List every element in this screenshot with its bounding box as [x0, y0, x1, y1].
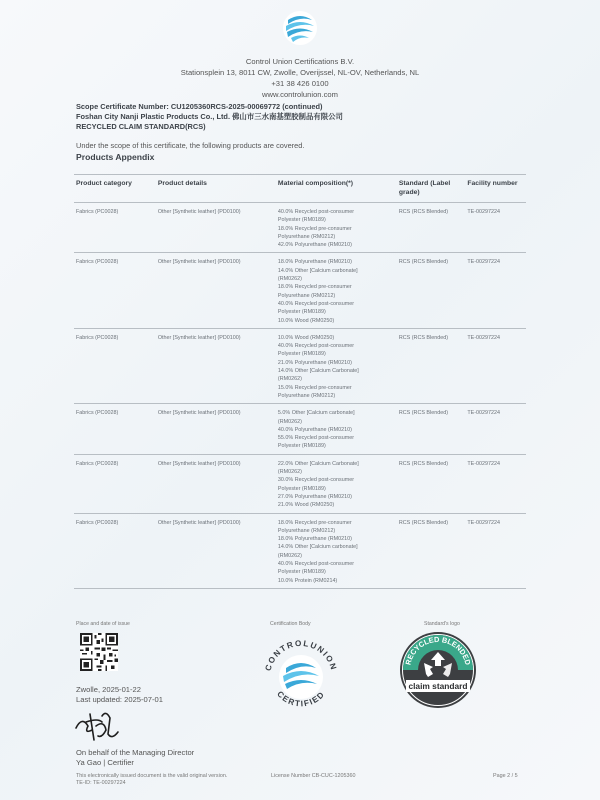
cell-facility: TE-00297224	[465, 328, 526, 403]
cell-facility: TE-00297224	[465, 203, 526, 253]
material-line: 15.0% Recycled pre-consumer	[277, 384, 352, 391]
cell-category: Fabrics (PC0028)	[74, 203, 156, 253]
material-line: 40.0% Recycled post-consumer	[277, 209, 355, 215]
cell-standard: RCS (RCS Blended)	[397, 203, 465, 253]
cell-details: Other [Synthetic leather] (PD0100)	[156, 203, 276, 253]
material-line: 14.0% Other [Calcium Carbonate]	[277, 368, 359, 375]
cell-category: Fabrics (PC0028)	[74, 328, 156, 403]
cell-materials	[276, 328, 397, 403]
tr-id: TE-ID: TE-00297224	[76, 780, 126, 786]
material-line: Polyester (RM0189)	[277, 569, 326, 576]
material-line: Polyester (RM0189)	[277, 309, 326, 316]
footer-note	[76, 773, 227, 787]
issue-place-date: Zwolle, 2025-01-22	[76, 685, 142, 694]
col-facility-number: Facility number	[465, 175, 526, 203]
cert-body-label: Certification Body	[270, 621, 311, 627]
material-line: Polyester (RM0189)	[277, 485, 326, 492]
material-line: Polyester (RM0189)	[277, 217, 326, 224]
license-number: License Number CB-CUC-1205360	[271, 773, 356, 779]
material-line: Polyurethane (RM0212)	[277, 233, 336, 240]
signature	[72, 706, 122, 746]
material-line: 18.0% Recycled pre-consumer	[277, 225, 352, 232]
scope-intro: Under the scope of this certificate, the following products are covered.	[76, 141, 305, 150]
table-row	[74, 203, 526, 253]
cell-category: Fabrics (PC0028)	[74, 454, 156, 513]
cell-facility: TE-00297224	[465, 513, 526, 588]
certifier-name: Ya Gao | Certifier	[76, 758, 134, 767]
material-line: 10.0% Wood (RM0250)	[277, 317, 335, 324]
last-updated: Last updated: 2025-07-01	[76, 695, 163, 704]
material-line: 55.0% Recycled post-consumer	[277, 435, 355, 442]
material-line: 42.0% Polyurethane (RM0210)	[277, 242, 352, 249]
material-line: (RM0262)	[277, 418, 302, 425]
material-line: 40.0% Recycled post-consumer	[277, 343, 355, 350]
material-line: 14.0% Other [Calcium carbonate]	[277, 544, 358, 551]
page-number: Page 2 / 5	[493, 773, 518, 779]
org-name: Control Union Certifications B.V.	[245, 57, 355, 66]
material-line: 40.0% Recycled post-consumer	[277, 560, 355, 567]
material-line: 18.0% Recycled pre-consumer	[277, 284, 352, 291]
scope-number: Scope Certificate Number: CU1205360RCS-2025-00069772 (continued)	[76, 102, 323, 111]
cell-materials	[276, 404, 397, 454]
material-line: (RM0262)	[277, 276, 302, 283]
material-line: 22.0% Other [Calcium Carbonate]	[277, 460, 359, 467]
cell-details: Other [Synthetic leather] (PD0100)	[156, 513, 276, 588]
table-row	[74, 513, 526, 588]
cell-standard: RCS (RCS Blended)	[397, 454, 465, 513]
org-phone: +31 38 426 0100	[271, 79, 329, 88]
org-address: Stationsplein 13, 8011 CW, Zwolle, Overijssel, NL-OV, Netherlands, NL	[180, 68, 420, 77]
cell-materials	[276, 253, 397, 328]
material-line: 5.0% Other [Calcium carbonate]	[277, 410, 355, 417]
table-header-row	[74, 175, 526, 203]
material-line: 40.0% Recycled post-consumer	[277, 300, 355, 307]
cell-standard: RCS (RCS Blended)	[397, 513, 465, 588]
scope-block	[76, 102, 343, 132]
standard-logo-label: Standard's logo	[424, 621, 460, 627]
cell-details: Other [Synthetic leather] (PD0100)	[156, 253, 276, 328]
appendix-title: Products Appendix	[76, 152, 155, 162]
org-website: www.controlunion.com	[262, 90, 338, 99]
material-line: 21.0% Wood (RM0250)	[277, 502, 335, 509]
cell-standard: RCS (RCS Blended)	[397, 253, 465, 328]
material-line: 21.0% Polyurethane (RM0210)	[277, 359, 352, 366]
cell-facility: TE-00297224	[465, 454, 526, 513]
material-line: 27.0% Polyurethane (RM0210)	[277, 493, 352, 500]
cell-category: Fabrics (PC0028)	[74, 253, 156, 328]
place-date-label: Place and date of issue	[76, 621, 130, 627]
cell-details: Other [Synthetic leather] (PD0100)	[156, 328, 276, 403]
material-line: 14.0% Other [Calcium carbonate]	[277, 267, 358, 274]
rb-top-text: RECYCLED BLENDED	[403, 634, 473, 666]
electronic-note: This electronically issued document is the valid original version.	[76, 773, 228, 779]
material-line: (RM0262)	[277, 552, 302, 559]
material-line: 10.0% Wood (RM0250)	[277, 334, 335, 341]
material-line: (RM0262)	[277, 376, 302, 383]
table-row	[74, 328, 526, 403]
col-product-category: Product category	[74, 175, 156, 203]
material-line: 18.0% Recycled pre-consumer	[277, 519, 352, 526]
control-union-wave-logo	[282, 10, 318, 46]
products-table	[74, 174, 526, 589]
recycled-blended-logo	[398, 630, 478, 710]
material-line: Polyurethane (RM0212)	[277, 292, 336, 299]
material-line: 18.0% Polyurethane (RM0210)	[277, 536, 352, 543]
col-material-composition: Material composition(*)	[276, 175, 397, 203]
cell-facility: TE-00297224	[465, 253, 526, 328]
cell-standard: RCS (RCS Blended)	[397, 404, 465, 454]
table-row	[74, 454, 526, 513]
cell-category: Fabrics (PC0028)	[74, 404, 156, 454]
standard-name: RECYCLED CLAIM STANDARD(RCS)	[76, 122, 206, 131]
cell-materials	[276, 513, 397, 588]
cell-standard: RCS (RCS Blended)	[397, 328, 465, 403]
seal-bottom-text: CERTIFIED	[275, 689, 327, 709]
table-row	[74, 404, 526, 454]
col-product-details: Product details	[156, 175, 276, 203]
on-behalf-text: On behalf of the Managing Director	[76, 748, 195, 757]
cell-details: Other [Synthetic leather] (PD0100)	[156, 454, 276, 513]
cell-details: Other [Synthetic leather] (PD0100)	[156, 404, 276, 454]
company-name: Foshan City Nanji Plastic Products Co., Ltd. 佛山市三水南基塑胶制品有限公司	[76, 112, 343, 121]
seal-top-text: CONTROLUNION	[263, 638, 339, 673]
material-line: Polyurethane (RM0212)	[277, 392, 336, 399]
qr-code[interactable]	[80, 633, 118, 671]
material-line: 30.0% Recycled post-consumer	[277, 477, 355, 484]
material-line: Polyester (RM0189)	[277, 443, 326, 450]
signatory	[76, 748, 194, 768]
material-line: 10.0% Protein (RM0214)	[277, 577, 338, 584]
material-line: 18.0% Polyurethane (RM0210)	[277, 259, 352, 266]
col-standard: Standard (Label grade)	[397, 175, 465, 203]
place-date	[76, 685, 163, 705]
material-line: 40.0% Polyurethane (RM0210)	[277, 426, 352, 433]
material-line: Polyester (RM0189)	[277, 351, 326, 358]
table-row	[74, 253, 526, 328]
cell-materials	[276, 203, 397, 253]
material-line: Polyurethane (RM0212)	[277, 527, 336, 534]
material-line: (RM0262)	[277, 469, 302, 476]
cell-materials	[276, 454, 397, 513]
cell-facility: TE-00297224	[465, 404, 526, 454]
cell-category: Fabrics (PC0028)	[74, 513, 156, 588]
control-union-certified-seal	[256, 632, 346, 722]
rb-bottom-text: claim standard	[408, 681, 468, 691]
